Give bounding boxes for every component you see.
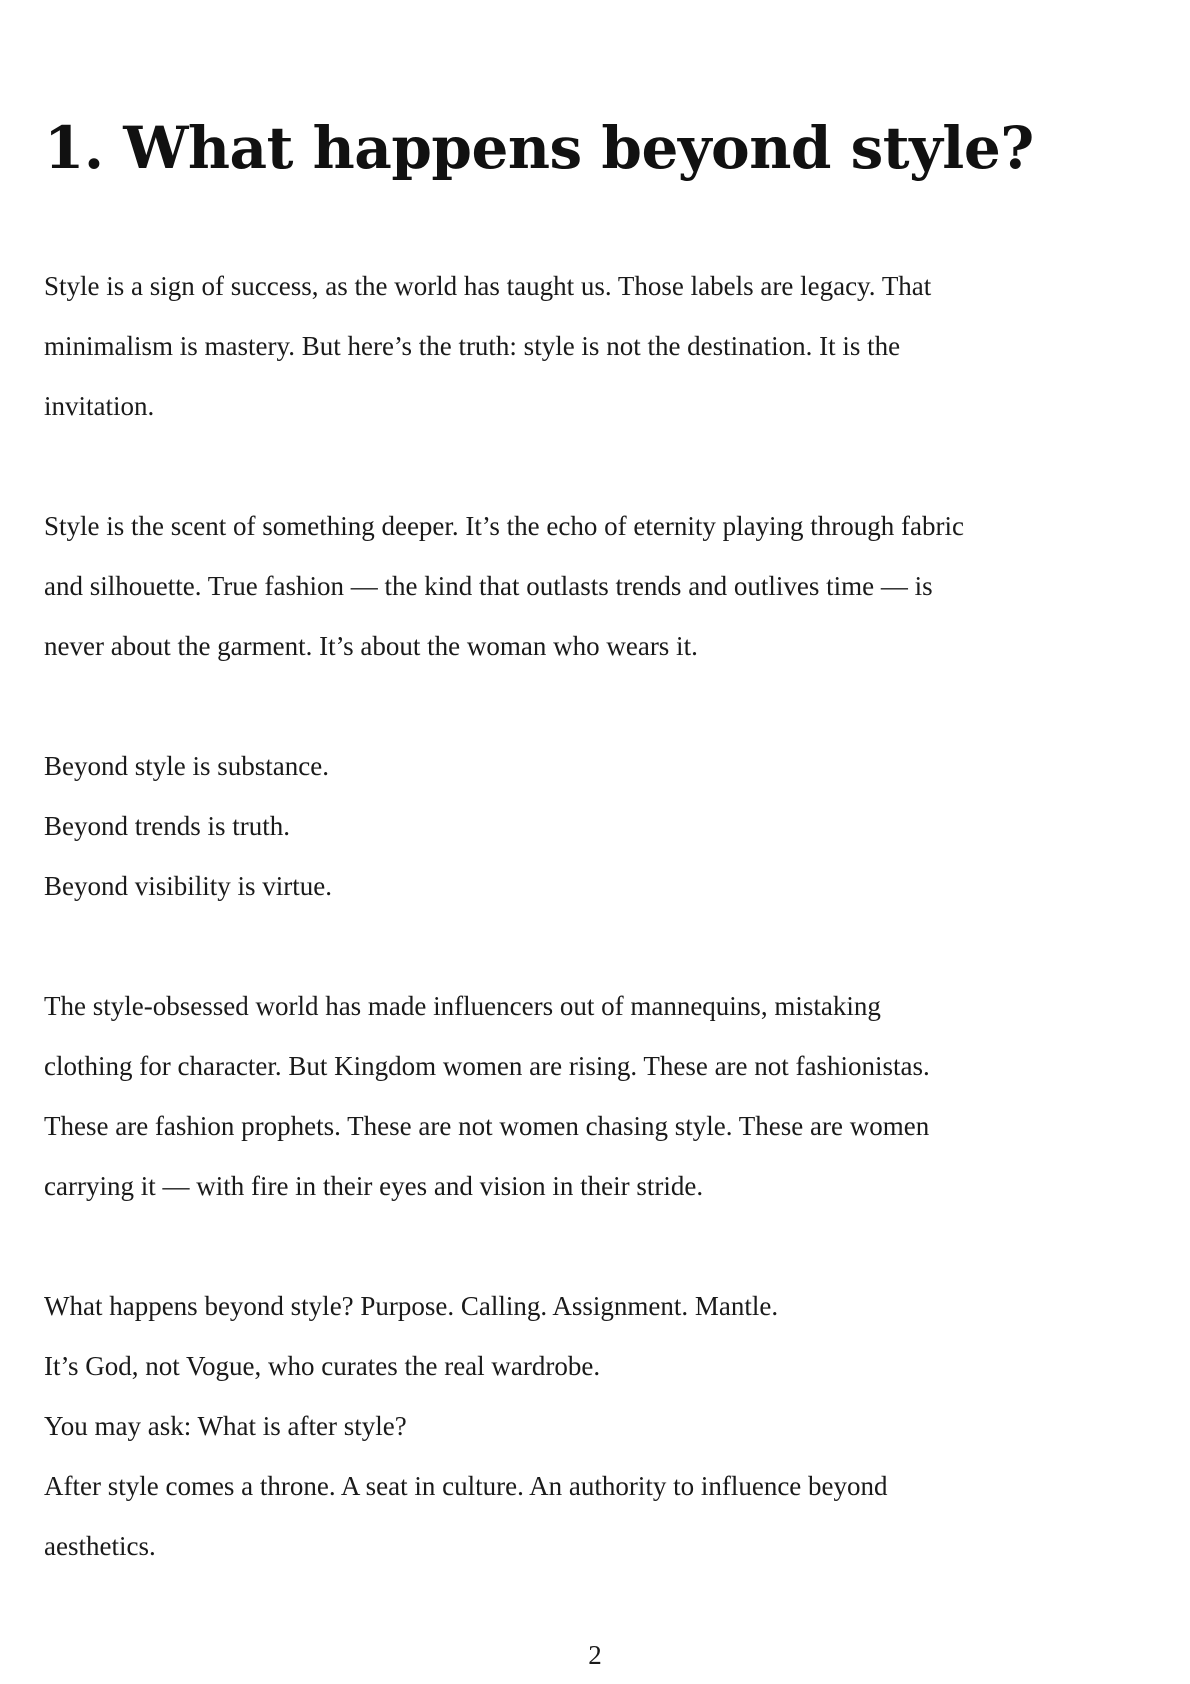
paragraph-5: [44, 1276, 1154, 1576]
text-line: You may ask: What is after style?: [44, 1411, 407, 1441]
page-number: 2: [588, 1640, 602, 1670]
text-line: aesthetics.: [44, 1531, 156, 1561]
text-line: Beyond visibility is virtue.: [44, 871, 332, 901]
text-line: Beyond trends is truth.: [44, 811, 290, 841]
paragraph-3: [44, 736, 1154, 916]
text-line: and silhouette. True fashion — the kind that outlasts trends and outlives time — is: [44, 571, 933, 601]
text-line: never about the garment. It’s about the woman who wears it.: [44, 631, 698, 661]
paragraph-2: [44, 496, 1154, 676]
text-line: These are fashion prophets. These are not women chasing style. These are women: [44, 1111, 930, 1141]
text-line: invitation.: [44, 391, 155, 421]
text-line: minimalism is mastery. But here’s the truth: style is not the destination. It is the: [44, 331, 901, 361]
text-line: It’s God, not Vogue, who curates the real wardrobe.: [44, 1351, 601, 1381]
text-line: Beyond style is substance.: [44, 751, 329, 781]
chapter-heading: 1. What happens beyond style?: [44, 114, 1034, 182]
text-line: After style comes a throne. A seat in culture. An authority to influence beyond: [44, 1471, 888, 1501]
paragraph-1: [44, 256, 1154, 436]
text-line: carrying it — with fire in their eyes and vision in their stride.: [44, 1171, 704, 1201]
text-line: Style is the scent of something deeper. It’s the echo of eternity playing through fabric: [44, 511, 965, 541]
text-line: clothing for character. But Kingdom women are rising. These are not fashionistas.: [44, 1051, 930, 1081]
paragraph-4: [44, 976, 1154, 1216]
text-line: Style is a sign of success, as the world has taught us. Those labels are legacy. That: [44, 271, 932, 301]
text-line: What happens beyond style? Purpose. Calling. Assignment. Mantle.: [44, 1291, 779, 1321]
body-text: [44, 256, 1154, 1636]
text-line: The style-obsessed world has made influencers out of mannequins, mistaking: [44, 991, 881, 1021]
